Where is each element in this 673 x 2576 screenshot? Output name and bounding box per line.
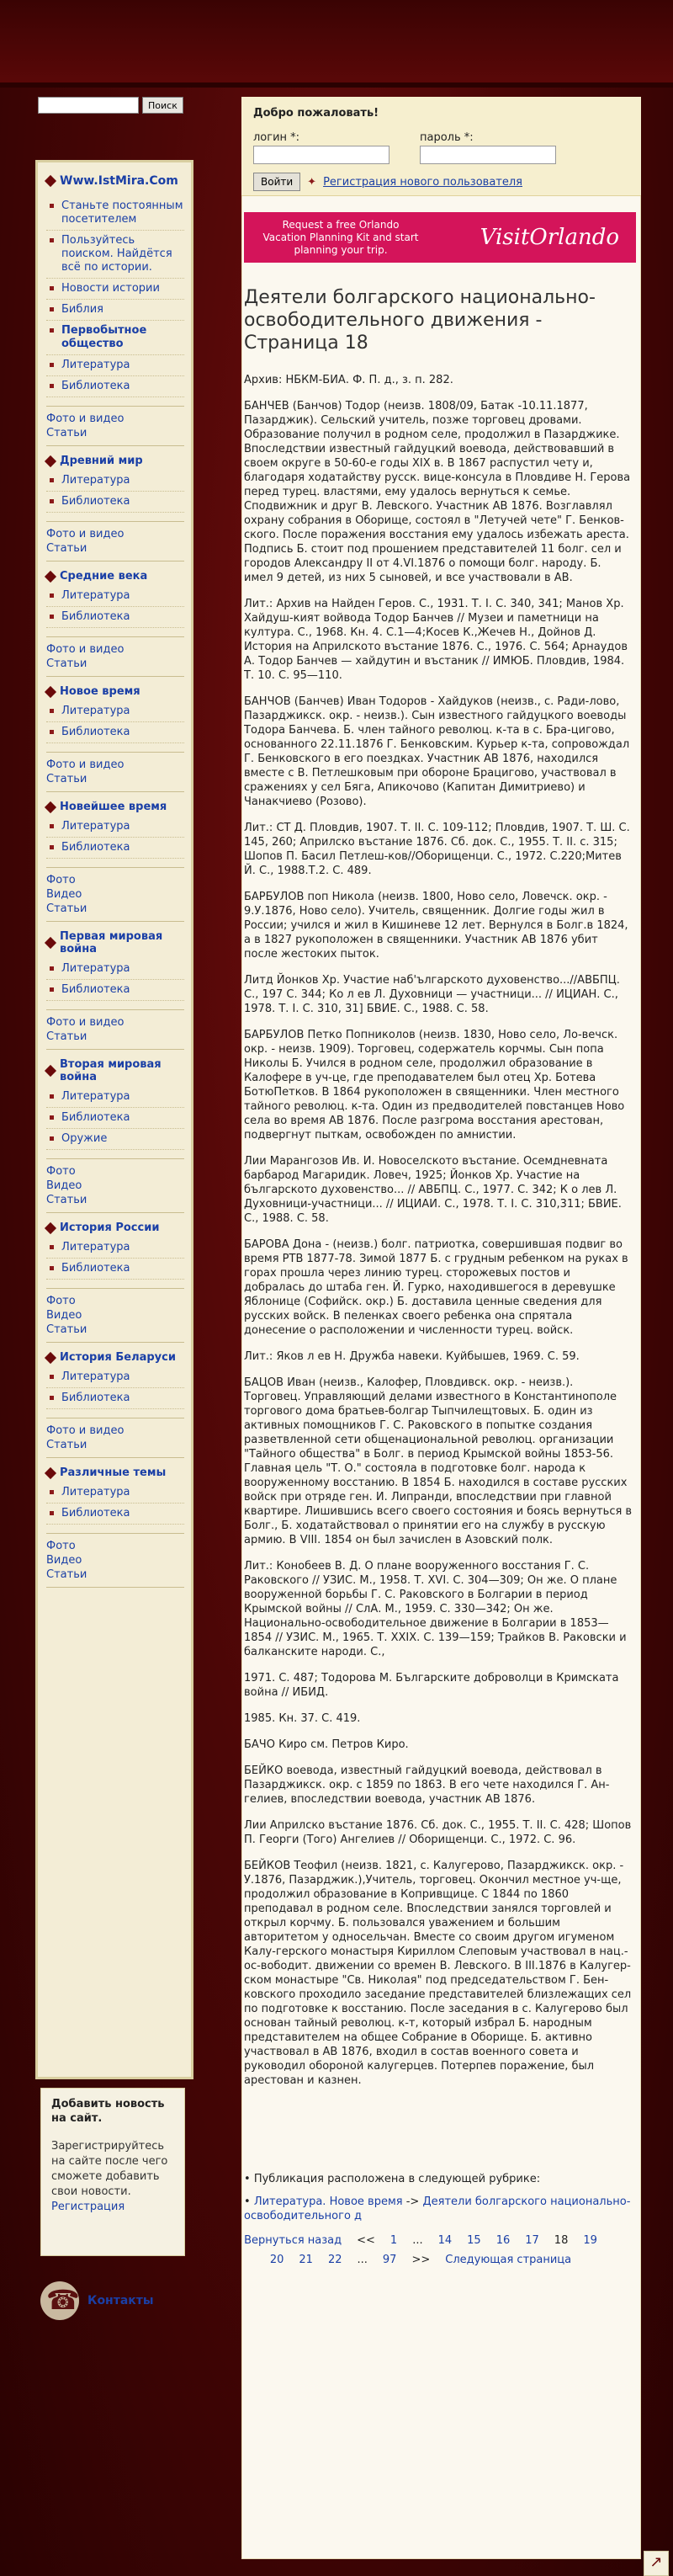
phone-icon: [40, 2281, 79, 2320]
pager-current: 18: [554, 2234, 569, 2247]
login-input[interactable]: [253, 146, 389, 164]
sidebar: [35, 160, 193, 2079]
sidebar-top-links: [46, 196, 184, 397]
sidebar-item-label[interactable]: Литература: [61, 962, 130, 975]
page-title: Деятели болгарского национально-освободительного движения - Страница 18: [244, 287, 596, 354]
section-newest-links: [46, 817, 184, 859]
article-paragraph: Лии Марангозов Ив. И. Новоселското въстание. Осемдневната барбарод Магаридик. Ловеч, 1925; Йонков Хр. Участие на българското духовенство... // АВБПЦ. С., 1977. С. 342; К о лев Л. Духовници-участници... // ИЦИАИ. С., 1978. Т. I. С. 310,311; БВИЕ. С., 1988. С. 58.: [244, 1155, 622, 1225]
section-new: [46, 685, 184, 698]
search-bar: [38, 97, 183, 114]
photo-video-link[interactable]: Фото и видео: [46, 758, 125, 771]
sidebar-meta: [46, 1418, 184, 1458]
sidebar-item-search-tip[interactable]: [46, 231, 184, 279]
breadcrumb-article-link[interactable]: Деятели болгарского национально-освободительного д: [244, 2195, 631, 2222]
sidebar-item-literature[interactable]: [46, 471, 184, 492]
login-button[interactable]: Войти: [253, 173, 300, 191]
section-belarus-link[interactable]: История Беларуси: [60, 1351, 176, 1364]
sidebar-item-library[interactable]: [46, 980, 184, 1001]
ornament-icon: [45, 1466, 56, 1478]
articles-link[interactable]: Статьи: [46, 1194, 87, 1206]
pager-ellipsis: ...: [412, 2234, 423, 2247]
sidebar-item-label[interactable]: Библиотека: [61, 610, 130, 623]
article-paragraph: Лит.: СТ Д. Пловдив, 1907. Т. II. С. 109-112; Пловдив, 1907. Т. Ш. С. 145, 260; Априлско въстание 1876. Сб. док. С., 1955. Т. II. с. 315; Шопов П. Басил Петлеш-ков//Оборищенци. С., 1972. С.220;Митев Й. С., 1988.Т.2. С. 489.: [244, 822, 630, 877]
article-paragraph: БАЦОВ Иван (неизв., Калофер, Пловдивск. окр. - неизв.). Торговец. Управляющий делами известного в Константинополе торгового дома братьев-болгар Тыпчилещтовых. Б. один из активных помощников Г. С. Раковского в попытке создания разветвленной сети общенациональной революц. организации "Тайного общества" в Болг. в период Крымской войны 1853-56. Главная цель "Т. О." состояла в подготовке болг. народа к вооруженному восстанию. В 1854 Б. находился в составе русских войск при отряде ген. И. Липранди, впоследствии при главной квартире. Лишившись всего своего состояния и боясь вернуться в Болг., Б. ходатайствовал о принятии его на службу в русскую армию. В VIII. 1854 он был зачислен в Азовский полк.: [244, 1376, 633, 1546]
photo-video-link[interactable]: Фото и видео: [46, 528, 125, 540]
ad-banner[interactable]: [244, 212, 636, 263]
ornament-icon: [45, 937, 56, 949]
pager-page-link[interactable]: 22: [327, 2254, 342, 2266]
pager-page-link[interactable]: 17: [525, 2234, 539, 2247]
section-middle: [46, 570, 184, 583]
sidebar-item-label[interactable]: Библиотека: [61, 841, 130, 854]
sidebar-item-label[interactable]: Библиотека: [61, 1392, 130, 1404]
login-field-wrap: [253, 131, 389, 164]
sidebar-item-library[interactable]: [46, 1259, 184, 1280]
sidebar-item-weapons[interactable]: [46, 1129, 184, 1150]
sidebar-item-label[interactable]: Литература: [61, 474, 130, 487]
sidebar-item-literature[interactable]: [46, 1237, 184, 1259]
sidebar-item-label[interactable]: Литература: [61, 1370, 130, 1383]
article-paragraph: Лит.: Яков л ев Н. Дружба навеки. Куйбышев, 1969. С. 59.: [244, 1350, 580, 1363]
ornament-icon: [45, 1065, 56, 1077]
pager-page-link[interactable]: 15: [467, 2234, 481, 2247]
section-ww1-links: [46, 959, 184, 1001]
sidebar-item-library[interactable]: [46, 1504, 184, 1525]
sidebar-item-label[interactable]: Литература: [61, 1241, 130, 1253]
sidebar-item-label[interactable]: Оружие: [61, 1132, 108, 1145]
sidebar-item-label[interactable]: Библиотека: [61, 1111, 130, 1124]
ornament-icon: ✦: [307, 175, 317, 189]
sidebar-item-literature[interactable]: [46, 1087, 184, 1108]
video-link[interactable]: Видео: [46, 1309, 82, 1322]
photo-video-link[interactable]: Фото и видео: [46, 412, 125, 425]
ornament-icon: [45, 801, 56, 812]
pager-page-link[interactable]: 19: [583, 2234, 597, 2247]
sidebar-item-label[interactable]: Первобытное общество: [61, 324, 147, 350]
sidebar-meta: [46, 521, 184, 562]
section-various-link[interactable]: Различные темы: [60, 1466, 167, 1479]
sidebar-meta: [46, 867, 184, 922]
section-russia-link[interactable]: История России: [60, 1221, 160, 1234]
section-ww2: [46, 1058, 184, 1083]
section-middle-links: [46, 586, 184, 628]
video-link[interactable]: Видео: [46, 1554, 82, 1567]
article-paragraph: БАРОВА Дона - (неизв.) болг. патриотка, совершившая подвиг во время РТВ 1877-78. Зимой 1877 Б. с грудным ребенком на руках в горах прошла через линию турец. сторожевых постов и добралась до штаба ген. Й. Гурко, находившегося в деревушке Яблонице (Софийск. окр.) Б. доставила ценные сведения для русских войск. В пеленках своего ребенка она спрятала донесение о расположении и численности турец. войск.: [244, 1238, 628, 1337]
login-label: логин *:: [253, 131, 300, 144]
article-paragraph: Литд Йонков Хр. Участие наб'ългарското духовенство...//АВБПЦ. С., 197 С. 344; Ко л ев Л. Духовници — участници... // ИЦИАН. С., 1978. Т. I. С. 310, 31] БВИЕ. С., 1988. С. 58.: [244, 974, 620, 1015]
pager-page-link[interactable]: 21: [299, 2254, 313, 2266]
articles-link[interactable]: Статьи: [46, 1030, 87, 1043]
prev-arrow[interactable]: <<: [357, 2234, 375, 2247]
site-name-block: [46, 174, 184, 188]
photo-link[interactable]: Фото: [46, 1295, 76, 1307]
section-newest: [46, 801, 184, 813]
article-paragraph: БЕЙКОВ Теофил (неизв. 1821, с. Калугерово, Пазарджикск. окр. - У.1876, Пазарджик.),Учитель, торговец. Окончил местное уч-ще, продолжил образование в Копривщице. С 1844 по 1860 преподавал в родном селе. Впоследствии занялся торговлей и открыл корчму. Б. пользовался уважением и большим авторитетом у односельчан. Вместе со своим другом игуменом Калу-герского монастыря Кириллом Слеповым участвовал в нац.-ос-вободит. движении со времен В. Левского. В III.1876 в Калугер-ском монастыре "Св. Николая" под председательством Г. Бен-ковского проходило заседание представителей близлежащих сел по подготовке к восстанию. После заседания в с. Калугерово был основан тайный революц. к-т, который избрал Б. народным представителем на общее Собрание в Оборище. Б. активно участвовал в АВ 1876, входил в состав военного совета и руководил обороной калугерцев. Потерпев поражение, был арестован и казнен.: [244, 1860, 632, 2087]
article-paragraph: 1985. Кн. 37. С. 419.: [244, 1712, 361, 1725]
section-belarus-links: [46, 1367, 184, 1409]
article-body: [244, 373, 633, 2088]
scroll-to-top-icon[interactable]: ↗: [644, 2551, 669, 2576]
sidebar-meta: [46, 1533, 184, 1588]
sidebar-item-label[interactable]: Новости истории: [61, 282, 160, 295]
sidebar-item-literature[interactable]: [46, 355, 184, 376]
header-divider: [0, 82, 673, 88]
sidebar-item-literature[interactable]: [46, 1482, 184, 1504]
ornament-icon: [45, 455, 56, 466]
articles-link[interactable]: Статьи: [46, 1439, 87, 1451]
breadcrumb: • Литература. Новое время -> Деятели болгарского национально-освободительного д: [244, 2195, 631, 2222]
sidebar-item-literature[interactable]: [46, 959, 184, 980]
welcome-title: Добро пожаловать!: [253, 107, 379, 120]
section-new-links: [46, 701, 184, 743]
breadcrumb-literature-link[interactable]: Литература. Новое время: [253, 2195, 403, 2208]
login-panel: [241, 97, 641, 196]
articles-link[interactable]: Статьи: [46, 902, 87, 915]
article-paragraph: 1971. С. 487; Тодорова М. Българските доброволци в Кримската война // ИБИД.: [244, 1672, 619, 1699]
search-button[interactable]: Поиск: [142, 97, 183, 114]
sidebar-item-literature[interactable]: [46, 1367, 184, 1388]
password-input[interactable]: [420, 146, 556, 164]
search-input[interactable]: [38, 97, 139, 114]
articles-link[interactable]: Статьи: [46, 773, 87, 785]
sidebar-item-news[interactable]: [46, 279, 184, 300]
sidebar-item-label[interactable]: Библиотека: [61, 726, 130, 738]
section-russia: [46, 1221, 184, 1234]
article-paragraph: Лит.: Архив на Найден Геров. С., 1931. Т. I. С. 340, 341; Манов Хр. Хайдуш-кият войвода Тодор Банчев // Музеи и паметници на култура. С., 1968. Кн. 4. С.1—4;Косев К.,Жечев Н., Дойнов Д. История на Априлското въстание 1876. С., 1976. С. 564; Арнаудов А. Тодор Банчев — хайдутин и въстаник // ИМЮБ. Пловдив, 1984. Т. 10. С. 95—110.: [244, 598, 628, 682]
sidebar-item-label[interactable]: Библиотека: [61, 495, 130, 508]
sidebar-meta: [46, 636, 184, 677]
section-various: [46, 1466, 184, 1479]
add-news-body: [51, 2139, 174, 2215]
article-paragraph: БАРБУЛОВ Петко Попниколов (неизв. 1830, Ново село, Ло-вечск. окр. - неизв. 1909). Торговец, содержатель корчмы. Сын попа Николы Б. Учился в родном селе, продолжил образование в Калофере в уч-це, где преподавателем был отец Хр. Ботева БотюПетков. В 1864 рукоположен в священники. Член местного тайного революц. к-та. Один из предводителей повстанцев Ново села во время АВ 1876. После разгрома восстания арестован, подвергнут пыткам, освобожден по амнистии.: [244, 1029, 625, 1142]
section-ww1: [46, 930, 184, 955]
ornament-icon: [45, 1351, 56, 1363]
login-actions: [253, 173, 629, 191]
register-link[interactable]: Регистрация: [51, 2201, 125, 2213]
articles-link[interactable]: Статьи: [46, 542, 87, 555]
sidebar-item-subscribe[interactable]: [46, 196, 184, 231]
next-page-link[interactable]: Следующая страница: [445, 2254, 572, 2266]
photo-link[interactable]: Фото: [46, 874, 76, 886]
article-paragraph: Лит.: Конобеев В. Д. О плане вооруженного восстания Г. С. Раковского // УЗИС. М., 1958. Т. XVI. С. 304—309; Он же. О плане вооруженной борьбы Г. С. Раковского в Болгарии в период Крымской войны // СлА. М., 1959. С. 330—342; Он же. Национально-освободительное движение в Болгарии в 1853—1854 // УЗИС. М., 1965. Т. ХХIХ. С. 139—159; Трайков В. Раковски и балканските народи. С.,: [244, 1560, 627, 1658]
sidebar-item-literature[interactable]: [46, 701, 184, 722]
site-name-link[interactable]: Www.IstMira.Com: [60, 174, 178, 188]
sidebar-item-library[interactable]: [46, 376, 184, 397]
sidebar-item-label[interactable]: Библиотека: [61, 1262, 130, 1275]
ad-text: Request a free Orlando Vacation Planning Kit and start planning your trip.: [262, 218, 419, 256]
video-link[interactable]: Видео: [46, 888, 82, 901]
section-ww1-link[interactable]: Первая мировая война: [60, 930, 163, 955]
section-new-link[interactable]: Новое время: [60, 685, 140, 698]
sidebar-meta: [46, 406, 184, 446]
section-ww2-links: [46, 1087, 184, 1150]
next-arrow[interactable]: >>: [411, 2254, 431, 2266]
pager-ellipsis: ...: [357, 2254, 368, 2266]
sidebar-item-literature[interactable]: [46, 817, 184, 838]
video-link[interactable]: Видео: [46, 1179, 82, 1192]
pager-page-link[interactable]: 97: [382, 2254, 397, 2266]
add-news-box: [40, 2088, 185, 2256]
pager-page-link[interactable]: 1: [389, 2234, 398, 2247]
add-news-title: Добавить новость на сайт.: [51, 2098, 165, 2125]
article-paragraph: Лии Априлско въстание 1876. Сб. док. С., 1955. Т. II. С. 428; Шопов П. Георги (Того) Ангелиев // Оборищенци. С., 1972. С. 96.: [244, 1819, 632, 1846]
sidebar-item-label[interactable]: Библиотека: [61, 1507, 130, 1520]
sidebar-item-label[interactable]: Литература: [61, 359, 130, 371]
sidebar-item-label[interactable]: Библия: [61, 303, 103, 316]
sidebar-item-label[interactable]: Литература: [61, 589, 130, 602]
rubric-intro-text: Публикация расположена в следующей рубрике:: [253, 2173, 541, 2185]
section-ww2-link[interactable]: Вторая мировая война: [60, 1058, 162, 1083]
ad-brand-logo: VisitOrlando: [480, 225, 619, 250]
articles-link[interactable]: Статьи: [46, 1323, 87, 1336]
breadcrumb-separator: ->: [405, 2195, 420, 2208]
sidebar-meta: [46, 1288, 184, 1343]
ornament-icon: [45, 570, 56, 582]
sidebar-meta: [46, 752, 184, 792]
article-paragraph: БАНЧЕВ (Банчов) Тодор (неизв. 1808/09, Батак -10.11.1877, Пазарджик). Сельский учитель, позже торговец дровами. Образование получил в родном селе, продолжил в Пазарджике. Впоследствии известный гайдуцкий воевода, действовавший в своем округе в 50-60-е годы XIX в. В 1867 распустил чету и, благодаря ходатайству русск. вице-консула в Пловдиве Н. Герова перед турец. властями, ему удалось вернуться к семье. Сподвижник и друг В. Левского. Участник АВ 1876. Возглавлял охрану собрания в Оборище, состоял в "Летучей чете" Г. Бенков-ского. После поражения восстания ему удалось избежать ареста. Подпись Б. стоит под прошением представителей 11 болг. сел и городов Александру II от 4.VI.1876 о помощи болг. народу. Б. имел 9 детей, из них 5 сыновей, и все участвовали в АВ.: [244, 400, 631, 584]
ornament-icon: [45, 1221, 56, 1233]
sidebar-meta: [46, 1009, 184, 1050]
sidebar-item-bible[interactable]: [46, 300, 184, 321]
sidebar-item-label[interactable]: Библиотека: [61, 983, 130, 996]
photo-link[interactable]: Фото: [46, 1540, 76, 1552]
article-paragraph: БАНЧОВ (Банчев) Иван Тодоров - Хайдуков (неизв., с. Ради-лово, Пазарджикск. окр. - неизв.). Сын известного гайдуцкого воеводы Тодора Банчева. Б. член тайного революц. к-та в с. Бра-циговo, основанного 22.11.1876 Г. Бенковским. Курьер к-та, сопровождал Г. Бенковского в его поездках. Участник АВ 1876, находился вместе с В. Петлешковым при обороне Брацигово, участвовал в сражениях у сел Бяга, Апикочово (Капитан Димитриево) и Чанакчиево (Розово).: [244, 695, 630, 808]
section-russia-links: [46, 1237, 184, 1280]
pager-page-link[interactable]: 20: [269, 2254, 284, 2266]
ornament-icon: [45, 685, 56, 697]
sidebar-item-library[interactable]: [46, 838, 184, 859]
section-newest-link[interactable]: Новейшее время: [60, 801, 167, 813]
sidebar-item-label[interactable]: Литература: [61, 1486, 130, 1498]
back-link[interactable]: Вернуться назад: [244, 2234, 342, 2247]
section-ancient-links: [46, 471, 184, 513]
password-label: пароль *:: [420, 131, 474, 144]
article: [244, 286, 633, 2100]
password-field-wrap: [420, 131, 556, 164]
pager-page-link[interactable]: 16: [495, 2234, 511, 2247]
articles-link[interactable]: Статьи: [46, 427, 87, 439]
photo-video-link[interactable]: Фото и видео: [46, 1016, 125, 1029]
section-middle-link[interactable]: Средние века: [60, 570, 148, 583]
photo-link[interactable]: Фото: [46, 1165, 76, 1178]
sidebar-item-label[interactable]: Литература: [61, 1090, 130, 1103]
sidebar-item-literature[interactable]: [46, 586, 184, 607]
sidebar-item-primitive[interactable]: [46, 321, 184, 355]
sidebar-item-library[interactable]: [46, 1108, 184, 1129]
section-belarus: [46, 1351, 184, 1364]
sidebar-item-label[interactable]: Литература: [61, 820, 130, 833]
login-fields: [253, 131, 629, 164]
article-paragraph: БАРБУЛОВ поп Никола (неизв. 1800, Ново село, Ловечск. окр. - 9.У.1876, Ново село). Учитель, священник. Долгие годы жил в России; учился и жил в Кишиневе 12 лет. Вернулся в Болг.в 1824, а в 1827 рукоположен в священники. Участник АВ 1876 убит после жестоких пыток.: [244, 891, 628, 961]
pagination: [244, 2233, 597, 2267]
photo-video-link[interactable]: Фото и видео: [46, 1424, 125, 1437]
sidebar-item-label[interactable]: Литература: [61, 705, 130, 717]
photo-video-link[interactable]: Фото и видео: [46, 643, 125, 656]
sidebar-item-label[interactable]: Пользуйтесь поиском. Найдётся всё по истории.: [61, 234, 172, 274]
add-news-text: Зарегистрируйтесь на сайте после чего сможете добавить свои новости.: [51, 2140, 168, 2198]
contacts: [40, 2281, 154, 2320]
pager-page-link[interactable]: 14: [437, 2234, 453, 2247]
section-ancient: [46, 455, 184, 467]
header-band: [0, 0, 673, 84]
section-various-links: [46, 1482, 184, 1525]
section-ancient-link[interactable]: Древний мир: [60, 455, 143, 467]
contacts-link[interactable]: Контакты: [87, 2294, 154, 2307]
article-paragraph: Архив: НБКМ-БИА. Ф. П. д., з. п. 282.: [244, 374, 453, 386]
article-paragraph: БЕЙКО воевода, известный гайдуцкий воевода, действовал в Пазарджикск. окр. с 1859 по 1863. В его чете находился Г. Ан-гелиев, впоследствии воевода, участник АВ 1876.: [244, 1764, 610, 1806]
sidebar-item-library[interactable]: [46, 492, 184, 513]
ornament-icon: [45, 175, 56, 187]
rubric-block: [244, 2172, 633, 2267]
sidebar-meta: [46, 1158, 184, 1213]
article-paragraph: БАЧО Киро см. Петров Киро.: [244, 1738, 409, 1751]
sidebar-item-label[interactable]: Станьте постоянным посетителем: [61, 200, 183, 226]
sidebar-item-library[interactable]: [46, 722, 184, 743]
register-new-user-link[interactable]: Регистрация нового пользователя: [323, 175, 522, 189]
articles-link[interactable]: Статьи: [46, 657, 87, 670]
articles-link[interactable]: Статьи: [46, 1568, 87, 1581]
sidebar-item-library[interactable]: [46, 607, 184, 628]
sidebar-item-label[interactable]: Библиотека: [61, 380, 130, 392]
rubric-intro: • Публикация расположена в следующей рубрике:: [244, 2173, 541, 2185]
sidebar-item-library[interactable]: [46, 1388, 184, 1409]
